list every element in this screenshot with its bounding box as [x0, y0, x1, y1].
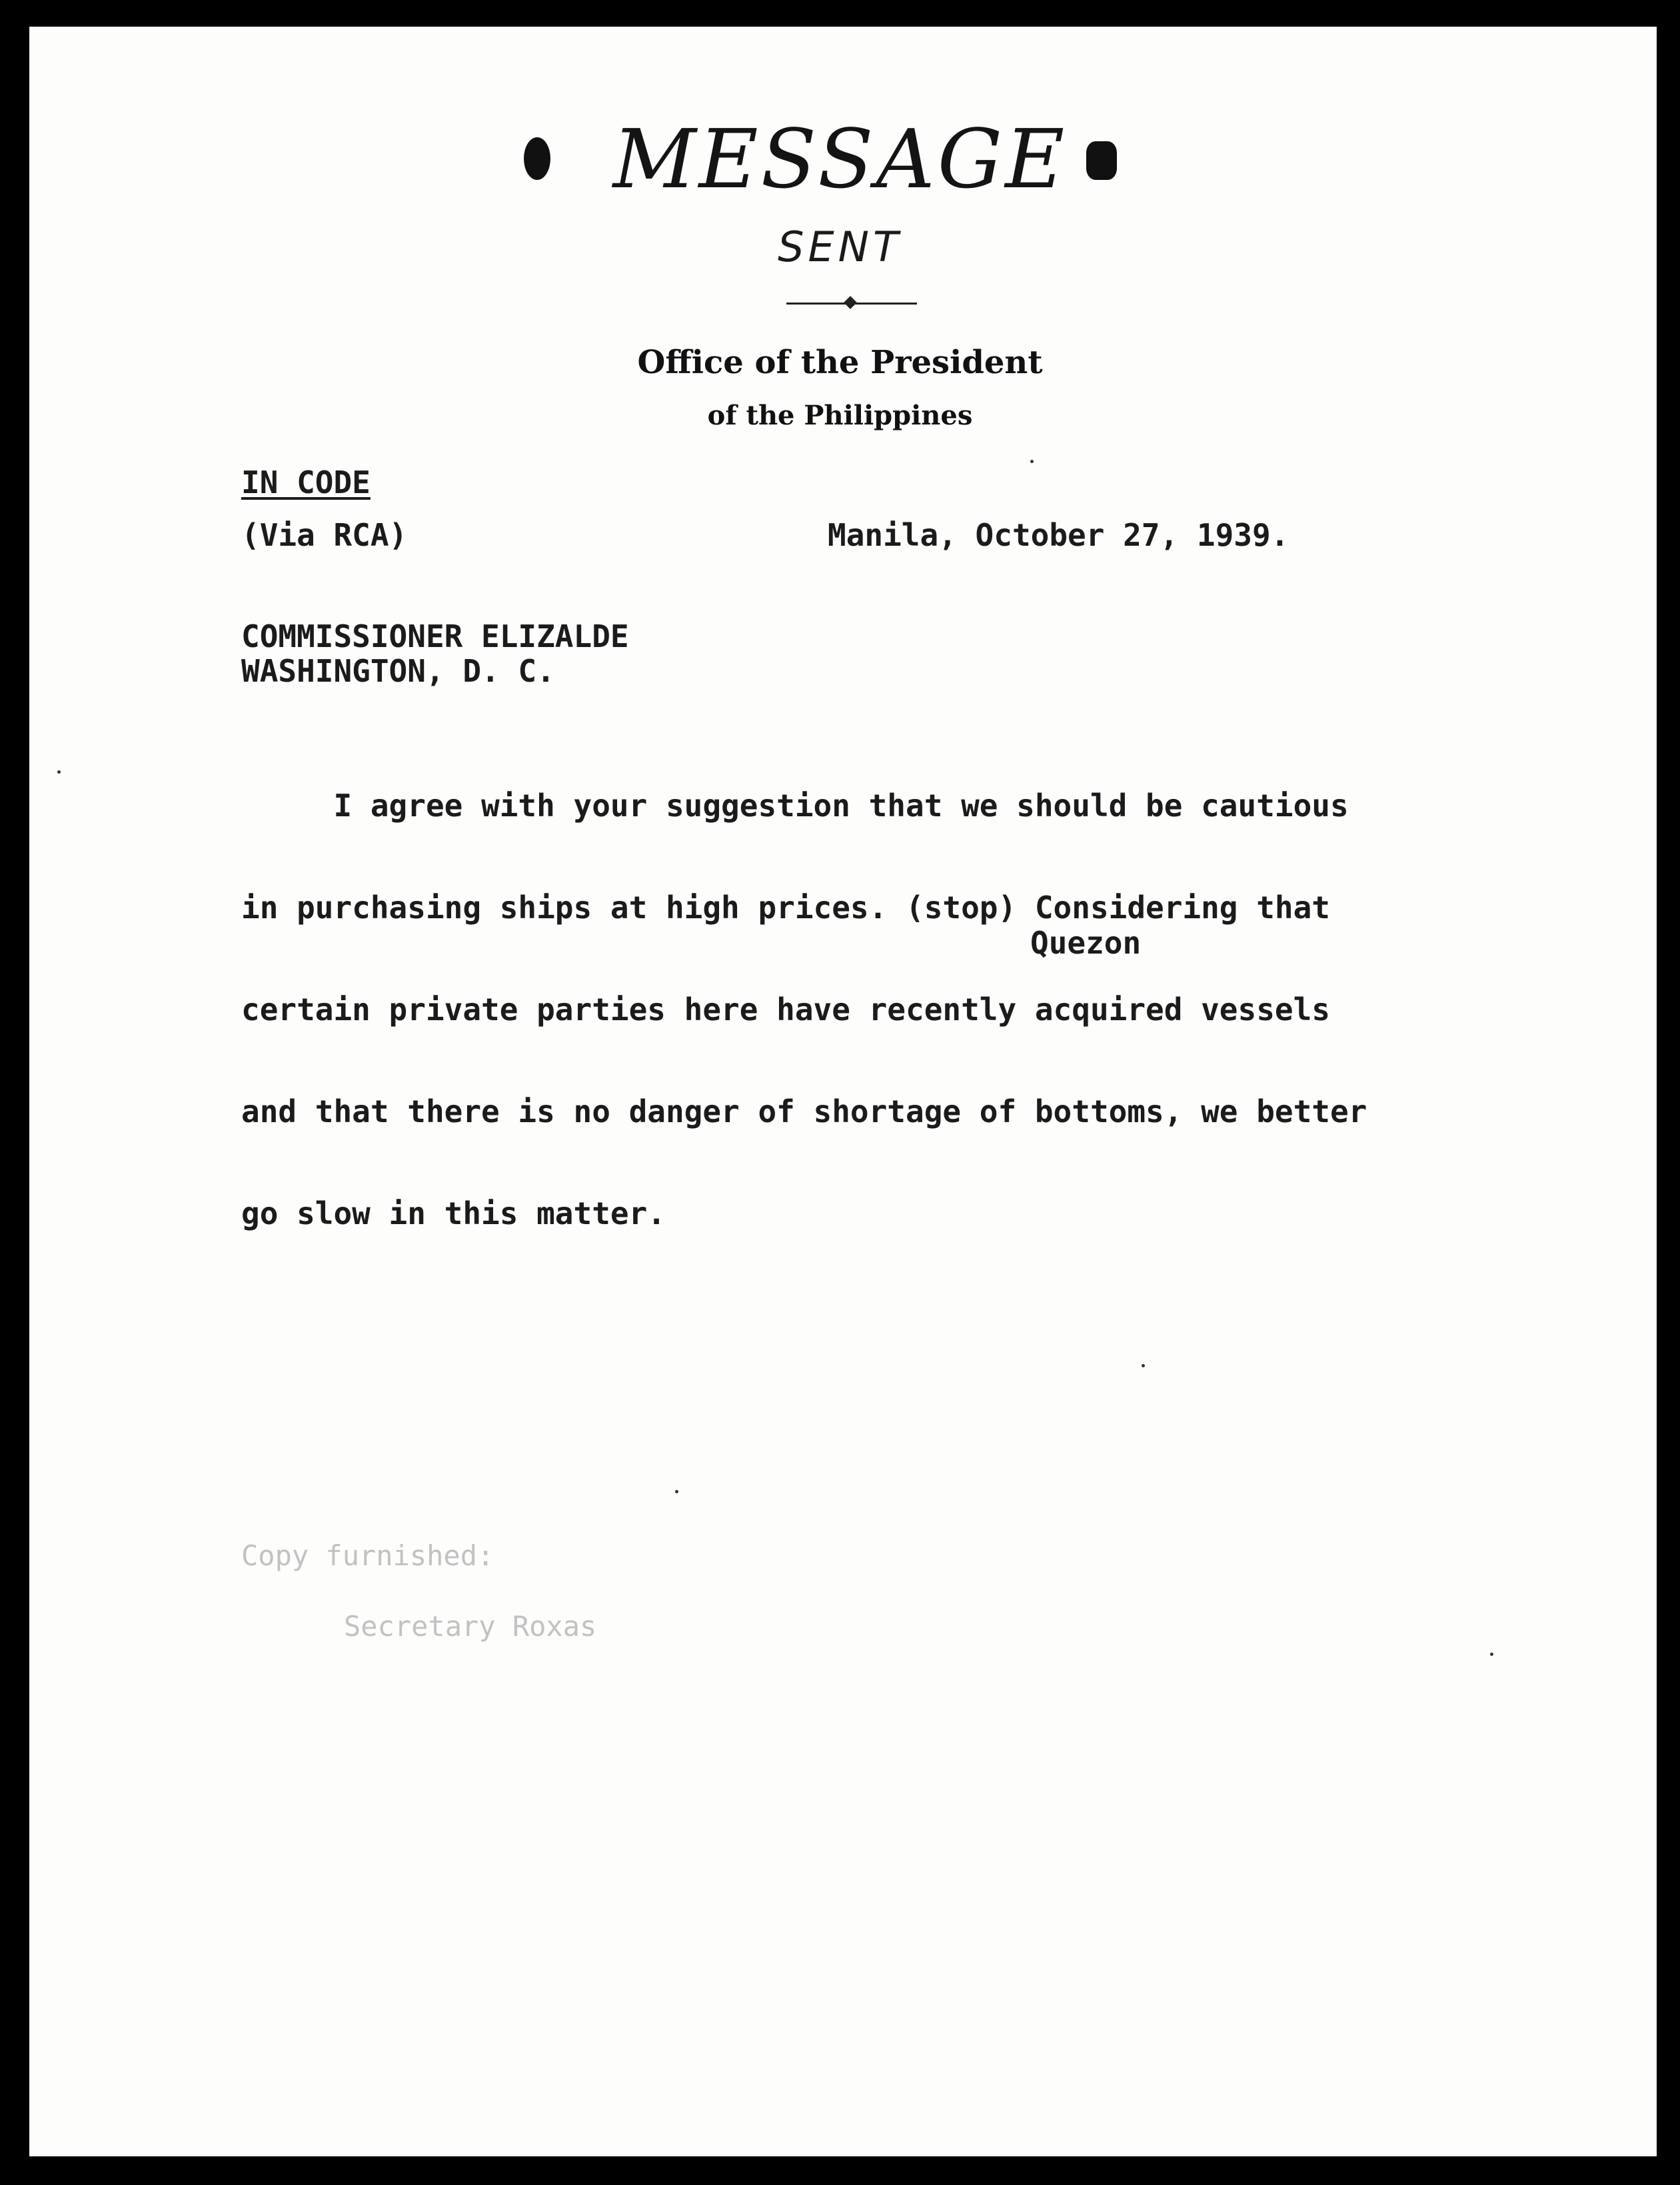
recipient-location: WASHINGTON, D. C.: [241, 653, 555, 689]
letterhead-subtitle: SENT: [778, 223, 902, 271]
paper-speck: [57, 770, 61, 774]
signature: Quezon: [1030, 925, 1142, 961]
letterhead-office-country: of the Philippines: [707, 400, 973, 431]
routing-note: (Via RCA): [241, 517, 408, 553]
body-line: I agree with your suggestion that we should be cautious: [241, 788, 1349, 824]
body-line: and that there is no danger of shortage of bottoms, we better: [241, 1093, 1367, 1129]
paper-speck: [675, 1490, 678, 1493]
paper-speck: [1030, 460, 1034, 463]
body-line: in purchasing ships at high prices. (stop) Considering that: [241, 890, 1330, 926]
body-line: go slow in this matter.: [241, 1195, 666, 1231]
paper-speck: [1490, 1653, 1493, 1656]
paper-speck: [1142, 1364, 1145, 1367]
copy-furnished-recipient: Secretary Roxas: [344, 1610, 597, 1643]
copy-furnished-label: Copy furnished:: [241, 1539, 494, 1572]
body-line: certain private parties here have recently acquired vessels: [241, 992, 1330, 1028]
code-marking: IN CODE: [241, 464, 371, 500]
letterhead-title: MESSAGE: [612, 112, 1068, 207]
recipient-name: COMMISSIONER ELIZALDE: [241, 618, 629, 654]
letterhead-office: Office of the President: [637, 344, 1043, 381]
place-date: Manila, October 27, 1939.: [828, 517, 1289, 553]
message-body: [241, 721, 1367, 1265]
